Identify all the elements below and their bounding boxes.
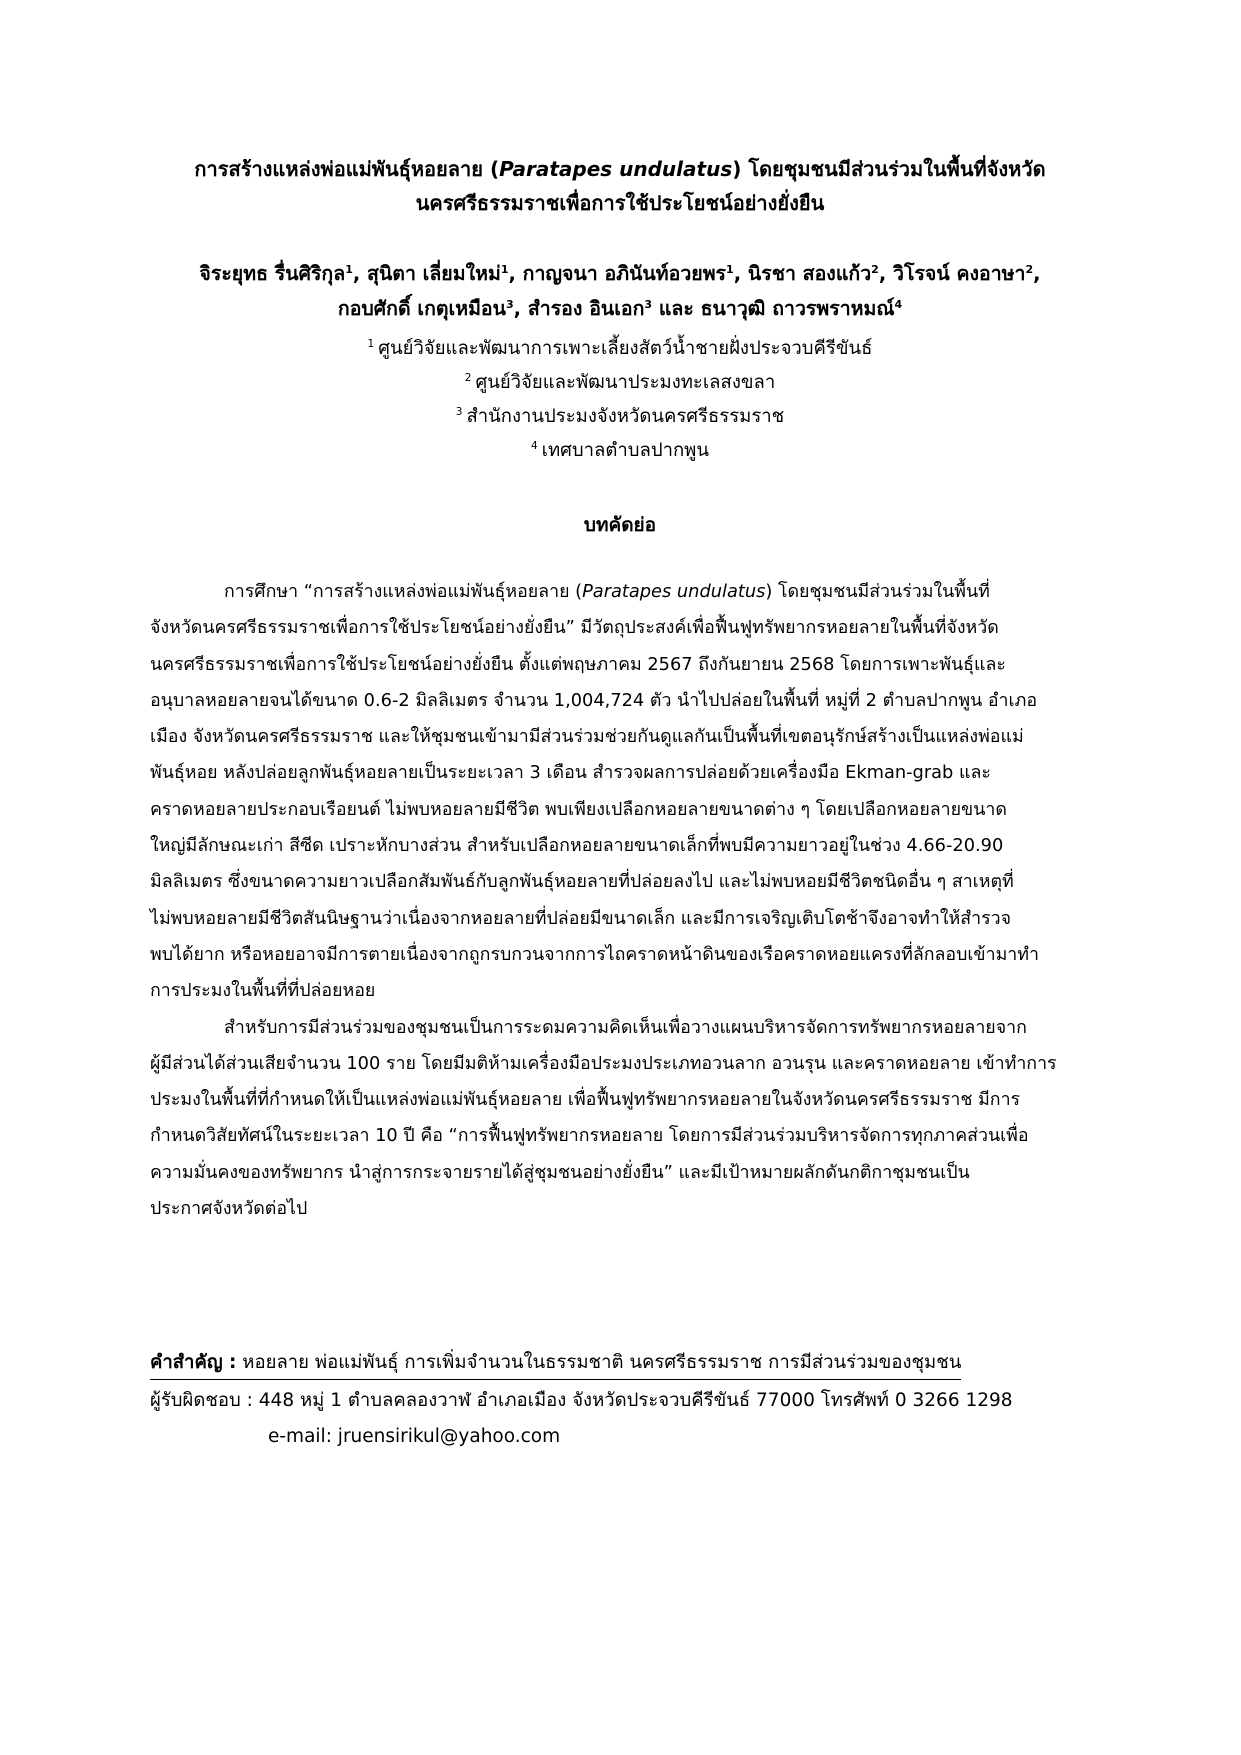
affiliation-list [200,332,1040,468]
paper-title [150,152,1090,220]
abstract-line: จังหวัดนครศรีธรรมราชเพื่อการใช้ประโยชน์อย่างยั่งยืน” มีวัตถุประสงค์เพื่อฟื้นฟูทรัพยากรหอยลายในพื้นที่จังหวัด [150,617,999,639]
abstract-line: ไม่พบหอยลายมีชีวิตสันนิษฐานว่าเนื่องจากหอยลายที่ปล่อยมีขนาดเล็ก และมีการเจริญเติบโตช้าจึงอาจทำให้สำรวจ [150,907,1012,929]
keywords-label: คำสำคัญ : [150,1352,237,1373]
author-name: สุนิตา เลี่ยมใหม่ [367,262,501,285]
affiliation-item: $^3$ สำนักงานประมงจังหวัดนครศรีธรรมราช [455,406,785,427]
author-line-2: กอบศักดิ์ เกตุเหมือน$^3$, สำรอง อินเอก$^3$ และ ธนาวุฒิ ถาวรพราหมณ์$^4$ [337,297,903,320]
abstract-line: ประมงในพื้นที่ที่กำหนดให้เป็นแหล่งพ่อแม่พันธุ์หอยลาย เพื่อฟื้นฟูทรัพยากรหอยลายในจังหวัดนครศรีธรรมราช มีการ [150,1089,1021,1111]
abstract-line: พบได้ยาก หรือหอยอาจมีการตายเนื่องจากถูกรบกวนจากการไถคราดหน้าดินของเรือคราดหอยแครงที่ลักลอบเข้ามาทำ [150,943,1039,965]
author-affiliation-mark: 1 [345,263,353,276]
author-affiliation-mark: 2 [871,263,879,276]
affiliation-item: $^2$ ศูนย์วิจัยและพัฒนาประมงทะเลสงขลา [464,372,776,393]
abstract-line: อนุบาลหอยลายจนได้ขนาด 0.6-2 มิลลิเมตร จำนวน 1,004,724 ตัว นำไปปล่อยในพื้นที่ หมู่ที่ 2 ตำบลปากพูน อำเภอ [150,689,1038,711]
abstract-line: ใหญ่มีลักษณะเก่า สีซีด เปราะหักบางส่วน สำหรับเปลือกหอยลายขนาดเล็กที่พบมีความยาวอยู่ในช่วง 4.66-20.90 [150,835,1004,857]
abstract-line: การศึกษา “การสร้างแหล่งพ่อแม่พันธุ์หอยลาย (Paratapes undulatus) โดยชุมชนมีส่วนร่วมในพื้นที่ [224,581,990,602]
abstract-line: สำหรับการมีส่วนร่วมของชุมชนเป็นการระดมความคิดเห็นเพื่อวางแผนบริหารจัดการทรัพยากรหอยลายจาก [224,1016,1027,1038]
corresponding-address: ผู้รับผิดชอบ : 448 หมู่ 1 ตำบลคลองวาฬ อำเภอเมือง จังหวัดประจวบคีรีขันธ์ 77000 โทรศัพท์ 0 3266 1298 [150,1390,1013,1411]
author-name: นิรชา สองแก้ว [747,262,872,285]
author-name: วิโรจน์ คงอาษา [893,262,1026,285]
abstract-line: ผู้มีส่วนได้ส่วนเสียจำนวน 100 ราย โดยมีมติห้ามเครื่องมือประมงประเภทอวนลาก อวนรุน และคราดหอยลาย เข้าทำการ [150,1052,1057,1074]
title-line-1: การสร้างแหล่งพ่อแม่พันธุ์หอยลาย (Paratapes undulatus) โดยชุมชนมีส่วนร่วมในพื้นที่จังหวัด [194,157,1046,181]
author-affiliation-mark: 2 [1025,263,1034,276]
author-name: กอบศักดิ์ เกตุเหมือน [337,297,506,320]
affiliation-item: $^1$ ศูนย์วิจัยและพัฒนาการเพาะเลี้ยงสัตว์น้ำชายฝั่งประจวบคีรีขันธ์ [367,338,873,359]
author-name: ธนาวุฒิ ถาวรพราหมณ์ [700,297,895,320]
author-line-1: จิระยุทธ รื่นศิริกุล$^1$, สุนิตา เลี่ยมใหม่$^1$, กาญจนา อภินันท์อวยพร$^1$, นิรชา สองแก้ว$^2$, วิโรจน์ คงอาษา$^2$, [199,262,1041,285]
abstract-line: เมือง จังหวัดนครศรีธรรมราช และให้ชุมชนเข้ามามีส่วนร่วมช่วยกันดูแลกันเป็นพื้นที่เขตอนุรักษ์สร้างเป็นแหล่งพ่อแม่ [150,726,1024,748]
author-affiliation-mark: 4 [894,298,903,311]
author-name: กาญจนา อภินันท์อวยพร [522,262,727,285]
title-species-name: Paratapes undulatus [499,157,733,181]
abstract-line: คราดหอยลายประกอบเรือยนต์ ไม่พบหอยลายมีชีวิต พบเพียงเปลือกหอยลายขนาดต่าง ๆ โดยเปลือกหอยลายขนาด [150,798,1007,820]
author-affiliation-mark: 1 [726,263,734,276]
keywords-text: หอยลาย พ่อแม่พันธุ์ การเพิ่มจำนวนในธรรมชาติ นครศรีธรรมราช การมีส่วนร่วมของชุมชน [236,1352,962,1373]
corresponding-email: e-mail: jruensirikul@yahoo.com [268,1426,561,1447]
author-list [140,256,1100,326]
keywords-line [150,1348,961,1380]
author-name: สำรอง อินเอก [527,297,645,320]
abstract-species-name: Paratapes undulatus [582,581,766,602]
author-affiliation-mark: 1 [500,263,509,276]
author-affiliation-mark: 3 [505,298,514,311]
abstract-line: ความมั่นคงของทรัพยากร นำสู่การกระจายรายได้สู่ชุมชนอย่างยั่งยืน” และมีเป้าหมายผลักดันกติกาชุมชนเป็น [150,1161,970,1183]
abstract-line: กำหนดวิสัยทัศน์ในระยะเวลา 10 ปี คือ “การฟื้นฟูทรัพยากรหอยลาย โดยการมีส่วนร่วมบริหารจัดการทุกภาคส่วนเพื่อ [150,1125,1029,1147]
abstract-line: การประมงในพื้นที่ที่ปล่อยหอย [150,980,376,1002]
abstract-heading: บทคัดย่อ [583,514,657,536]
author-affiliation-mark: 3 [644,298,653,311]
abstract-line: มิลลิเมตร ซึ่งขนาดความยาวเปลือกสัมพันธ์กับลูกพันธุ์หอยลายที่ปล่อยลงไป และไม่พบหอยมีชีวิตชนิดอื่น ๆ สาเหตุที่ [150,871,1014,893]
abstract-line: ประกาศจังหวัดต่อไป [150,1198,308,1220]
abstract-line: พันธุ์หอย หลังปล่อยลูกพันธุ์หอยลายเป็นระยะเวลา 3 เดือน สำรวจผลการปล่อยด้วยเครื่องมือ Ekman-grab และ [150,762,991,784]
title-line-2: นครศรีธรรมราชเพื่อการใช้ประโยชน์อย่างยั่งยืน [415,191,825,215]
abstract-body [150,574,1090,1227]
affiliation-item: $^4$ เทศบาลตำบลปากพูน [530,440,710,461]
author-name: จิระยุทธ รื่นศิริกุล [199,262,346,285]
abstract-line: นครศรีธรรมราชเพื่อการใช้ประโยชน์อย่างยั่งยืน ตั้งแต่พฤษภาคม 2567 ถึงกันยายน 2568 โดยการเพาะพันธุ์และ [150,653,1006,675]
